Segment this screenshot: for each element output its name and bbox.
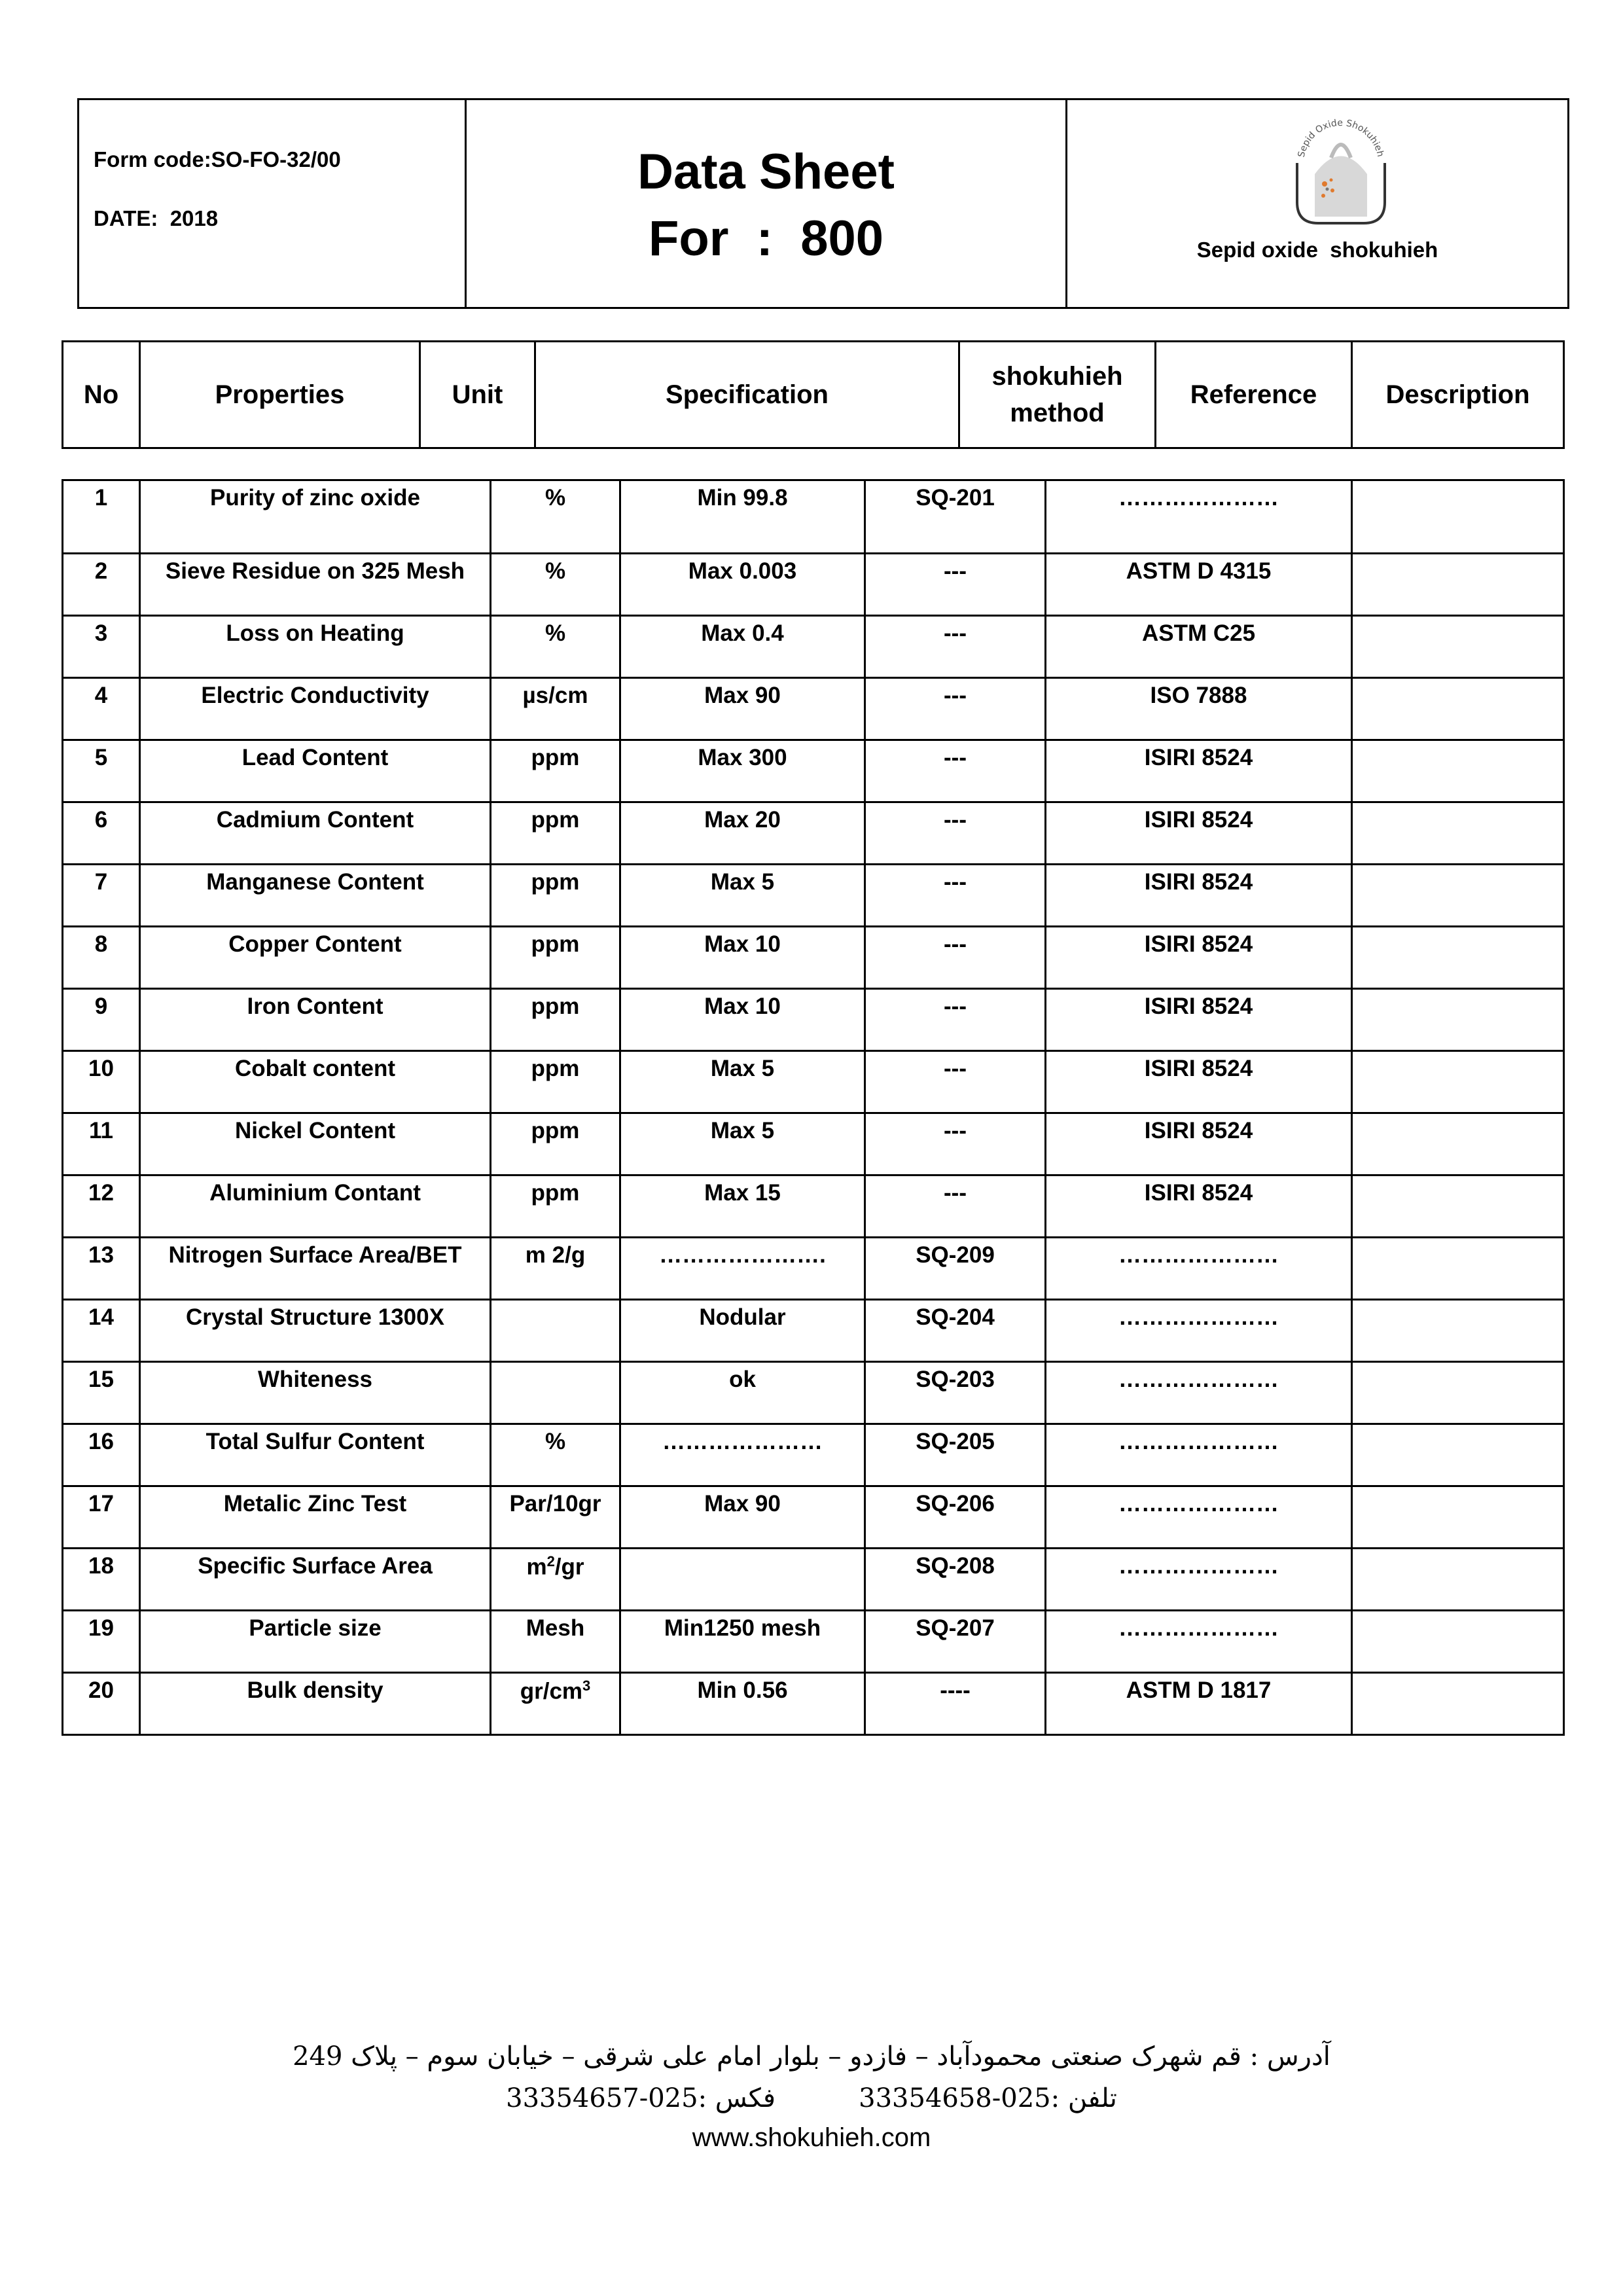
table-row	[63, 1175, 1564, 1238]
row-number-cell: 7	[63, 865, 140, 927]
property-name-cell: Whiteness	[140, 1362, 491, 1424]
method-cell: SQ-205	[865, 1424, 1046, 1486]
specification-cell: ok	[620, 1362, 865, 1424]
unit-cell: ppm	[491, 1175, 620, 1238]
property-name-cell: Electric Conductivity	[140, 678, 491, 740]
header-unit: Unit	[420, 342, 535, 448]
specification-cell: Max 90	[620, 678, 865, 740]
reference-cell: ISIRI 8524	[1046, 1175, 1352, 1238]
unit-suffix: /gr	[554, 1554, 584, 1580]
description-cell	[1352, 740, 1564, 802]
unit-base: gr/cm	[520, 1678, 583, 1704]
company-logo-icon	[1285, 112, 1397, 230]
reference-cell: ISO 7888	[1046, 678, 1352, 740]
table-row	[63, 740, 1564, 802]
row-number-cell: 1	[63, 480, 140, 554]
reference-cell: …………………	[1046, 1300, 1352, 1362]
table-row	[63, 802, 1564, 865]
property-name-cell: Sieve Residue on 325 Mesh	[140, 554, 491, 616]
property-name-cell: Specific Surface Area	[140, 1549, 491, 1611]
specification-cell: Max 10	[620, 927, 865, 989]
header-description: Description	[1352, 342, 1564, 448]
row-number-cell: 8	[63, 927, 140, 989]
row-number-cell: 2	[63, 554, 140, 616]
header-method-line2: method	[1010, 399, 1105, 427]
unit-superscript: 3	[582, 1677, 591, 1694]
description-cell	[1352, 1424, 1564, 1486]
property-name-cell: Metalic Zinc Test	[140, 1486, 491, 1549]
property-name-cell: Cadmium Content	[140, 802, 491, 865]
unit-cell: ppm	[491, 1113, 620, 1175]
unit-cell: Par/10gr	[491, 1486, 620, 1549]
reference-cell: …………………	[1046, 1486, 1352, 1549]
description-cell	[1352, 1362, 1564, 1424]
description-cell	[1352, 480, 1564, 554]
unit-cell: Mesh	[491, 1611, 620, 1673]
website-link[interactable]: www.shokuhieh.com	[692, 2123, 931, 2152]
form-info-cell	[79, 100, 467, 307]
unit-cell: %	[491, 616, 620, 678]
property-name-cell: Cobalt content	[140, 1051, 491, 1113]
unit-cell: ppm	[491, 927, 620, 989]
property-name-cell: Nitrogen Surface Area/BET	[140, 1238, 491, 1300]
method-cell: ---	[865, 740, 1046, 802]
description-cell	[1352, 1238, 1564, 1300]
header-method	[959, 342, 1156, 448]
description-cell	[1352, 927, 1564, 989]
title-cell	[467, 100, 1067, 307]
description-cell	[1352, 554, 1564, 616]
property-name-cell: Purity of zinc oxide	[140, 480, 491, 554]
property-name-cell: Lead Content	[140, 740, 491, 802]
form-date: DATE: 2018	[94, 206, 219, 230]
table-row	[63, 1238, 1564, 1300]
row-number-cell: 5	[63, 740, 140, 802]
header-reference: Reference	[1156, 342, 1352, 448]
row-number-cell: 10	[63, 1051, 140, 1113]
property-name-cell: Bulk density	[140, 1673, 491, 1735]
footer	[0, 2036, 1623, 2156]
table-row	[63, 1673, 1564, 1735]
specification-cell: …………………	[620, 1424, 865, 1486]
specification-cell: Max 5	[620, 865, 865, 927]
row-number-cell: 19	[63, 1611, 140, 1673]
row-number-cell: 12	[63, 1175, 140, 1238]
header-no: No	[63, 342, 140, 448]
method-cell: SQ-209	[865, 1238, 1046, 1300]
company-cell	[1067, 100, 1567, 307]
specification-cell: Max 90	[620, 1486, 865, 1549]
description-cell	[1352, 678, 1564, 740]
description-cell	[1352, 802, 1564, 865]
specification-cell: Max 20	[620, 802, 865, 865]
method-cell: ---	[865, 1113, 1046, 1175]
reference-cell: ISIRI 8524	[1046, 740, 1352, 802]
address-text: آدرس : قم شهرک صنعتی محمودآباد – فازدو – بلوار امام علی شرقی – خیابان سوم – پلاک 249	[293, 2041, 1330, 2072]
unit-cell: m 2/g	[491, 1238, 620, 1300]
reference-cell: ISIRI 8524	[1046, 1051, 1352, 1113]
table-row	[63, 616, 1564, 678]
reference-cell: ISIRI 8524	[1046, 1113, 1352, 1175]
header-method-line1: shokuhieh	[991, 362, 1123, 391]
header-box	[77, 98, 1569, 309]
header-properties: Properties	[140, 342, 420, 448]
specification-cell: ………………….	[620, 1238, 865, 1300]
description-cell	[1352, 1175, 1564, 1238]
reference-cell: ISIRI 8524	[1046, 865, 1352, 927]
svg-text:Sepid Oxide Shokuhieh: Sepid Oxide Shokuhieh	[1296, 117, 1386, 158]
table-row	[63, 865, 1564, 927]
property-name-cell: Manganese Content	[140, 865, 491, 927]
specification-cell: Max 300	[620, 740, 865, 802]
table-row	[63, 678, 1564, 740]
table-row	[63, 480, 1564, 554]
reference-cell: …………………	[1046, 480, 1352, 554]
fax-text: فکس :025-33354657	[506, 2083, 776, 2113]
unit-superscript: 2	[546, 1553, 555, 1570]
row-number-cell: 20	[63, 1673, 140, 1735]
specification-cell: Min 0.56	[620, 1673, 865, 1735]
table-row	[63, 927, 1564, 989]
table-row	[63, 989, 1564, 1051]
unit-cell	[491, 1362, 620, 1424]
document-subtitle: For : 800	[649, 211, 883, 266]
unit-cell	[491, 1673, 620, 1735]
method-cell: SQ-208	[865, 1549, 1046, 1611]
unit-cell: ppm	[491, 740, 620, 802]
method-cell: ---	[865, 1051, 1046, 1113]
method-cell: ----	[865, 1673, 1046, 1735]
row-number-cell: 4	[63, 678, 140, 740]
specification-cell: Max 0.4	[620, 616, 865, 678]
method-cell: ---	[865, 989, 1046, 1051]
table-row	[63, 1611, 1564, 1673]
property-name-cell: Crystal Structure 1300X	[140, 1300, 491, 1362]
property-name-cell: Nickel Content	[140, 1113, 491, 1175]
unit-cell: ppm	[491, 1051, 620, 1113]
table-row	[63, 1549, 1564, 1611]
specification-cell: Min1250 mesh	[620, 1611, 865, 1673]
table-row	[63, 554, 1564, 616]
specification-cell	[620, 1549, 865, 1611]
table-row	[63, 1486, 1564, 1549]
description-cell	[1352, 1113, 1564, 1175]
unit-cell: ppm	[491, 865, 620, 927]
specification-cell: Max 15	[620, 1175, 865, 1238]
method-cell: ---	[865, 802, 1046, 865]
contact-line	[0, 2077, 1623, 2119]
specification-cell: Max 0.003	[620, 554, 865, 616]
description-cell	[1352, 1300, 1564, 1362]
description-cell	[1352, 989, 1564, 1051]
reference-cell: ISIRI 8524	[1046, 927, 1352, 989]
method-cell: ---	[865, 1175, 1046, 1238]
row-number-cell: 14	[63, 1300, 140, 1362]
properties-table	[62, 479, 1565, 1736]
reference-cell: …………………	[1046, 1424, 1352, 1486]
unit-cell: %	[491, 554, 620, 616]
row-number-cell: 18	[63, 1549, 140, 1611]
unit-cell	[491, 1300, 620, 1362]
specification-cell: Max 5	[620, 1051, 865, 1113]
unit-cell	[491, 1549, 620, 1611]
row-number-cell: 9	[63, 989, 140, 1051]
reference-cell: ISIRI 8524	[1046, 802, 1352, 865]
property-name-cell: Total Sulfur Content	[140, 1424, 491, 1486]
method-cell: ---	[865, 678, 1046, 740]
reference-cell: …………………	[1046, 1549, 1352, 1611]
document-title: Data Sheet	[637, 144, 895, 200]
row-number-cell: 6	[63, 802, 140, 865]
reference-cell: ASTM C25	[1046, 616, 1352, 678]
property-name-cell: Particle size	[140, 1611, 491, 1673]
reference-cell: …………………	[1046, 1362, 1352, 1424]
specification-cell: Min 99.8	[620, 480, 865, 554]
unit-cell: %	[491, 1424, 620, 1486]
description-cell	[1352, 1549, 1564, 1611]
unit-cell: %	[491, 480, 620, 554]
unit-cell: ppm	[491, 802, 620, 865]
unit-cell: ppm	[491, 989, 620, 1051]
unit-cell: µs/cm	[491, 678, 620, 740]
header-specification: Specification	[535, 342, 959, 448]
method-cell: SQ-201	[865, 480, 1046, 554]
description-cell	[1352, 616, 1564, 678]
unit-base: m	[526, 1554, 547, 1580]
row-number-cell: 15	[63, 1362, 140, 1424]
company-name: Sepid oxide shokuhieh	[1196, 238, 1438, 262]
property-name-cell: Loss on Heating	[140, 616, 491, 678]
method-cell: SQ-206	[865, 1486, 1046, 1549]
description-cell	[1352, 865, 1564, 927]
description-cell	[1352, 1611, 1564, 1673]
table-row	[63, 1424, 1564, 1486]
specification-cell: Max 10	[620, 989, 865, 1051]
method-cell: ---	[865, 865, 1046, 927]
description-cell	[1352, 1486, 1564, 1549]
specification-cell: Max 5	[620, 1113, 865, 1175]
table-row	[63, 1051, 1564, 1113]
column-header-table	[62, 340, 1565, 449]
property-name-cell: Iron Content	[140, 989, 491, 1051]
table-row	[63, 1362, 1564, 1424]
method-cell: ---	[865, 927, 1046, 989]
method-cell: SQ-203	[865, 1362, 1046, 1424]
method-cell: ---	[865, 616, 1046, 678]
form-code: Form code:SO-FO-32/00	[94, 147, 341, 171]
property-name-cell: Copper Content	[140, 927, 491, 989]
row-number-cell: 13	[63, 1238, 140, 1300]
description-cell	[1352, 1673, 1564, 1735]
row-number-cell: 17	[63, 1486, 140, 1549]
method-cell: SQ-207	[865, 1611, 1046, 1673]
row-number-cell: 16	[63, 1424, 140, 1486]
reference-cell: …………………	[1046, 1611, 1352, 1673]
property-name-cell: Aluminium Contant	[140, 1175, 491, 1238]
specification-cell: Nodular	[620, 1300, 865, 1362]
table-row	[63, 1300, 1564, 1362]
reference-cell: ASTM D 1817	[1046, 1673, 1352, 1735]
reference-cell: …………………	[1046, 1238, 1352, 1300]
row-number-cell: 3	[63, 616, 140, 678]
table-row	[63, 1113, 1564, 1175]
reference-cell: ISIRI 8524	[1046, 989, 1352, 1051]
row-number-cell: 11	[63, 1113, 140, 1175]
method-cell: SQ-204	[865, 1300, 1046, 1362]
phone-text: تلفن :025-33354658	[859, 2083, 1117, 2113]
description-cell	[1352, 1051, 1564, 1113]
reference-cell: ASTM D 4315	[1046, 554, 1352, 616]
method-cell: ---	[865, 554, 1046, 616]
